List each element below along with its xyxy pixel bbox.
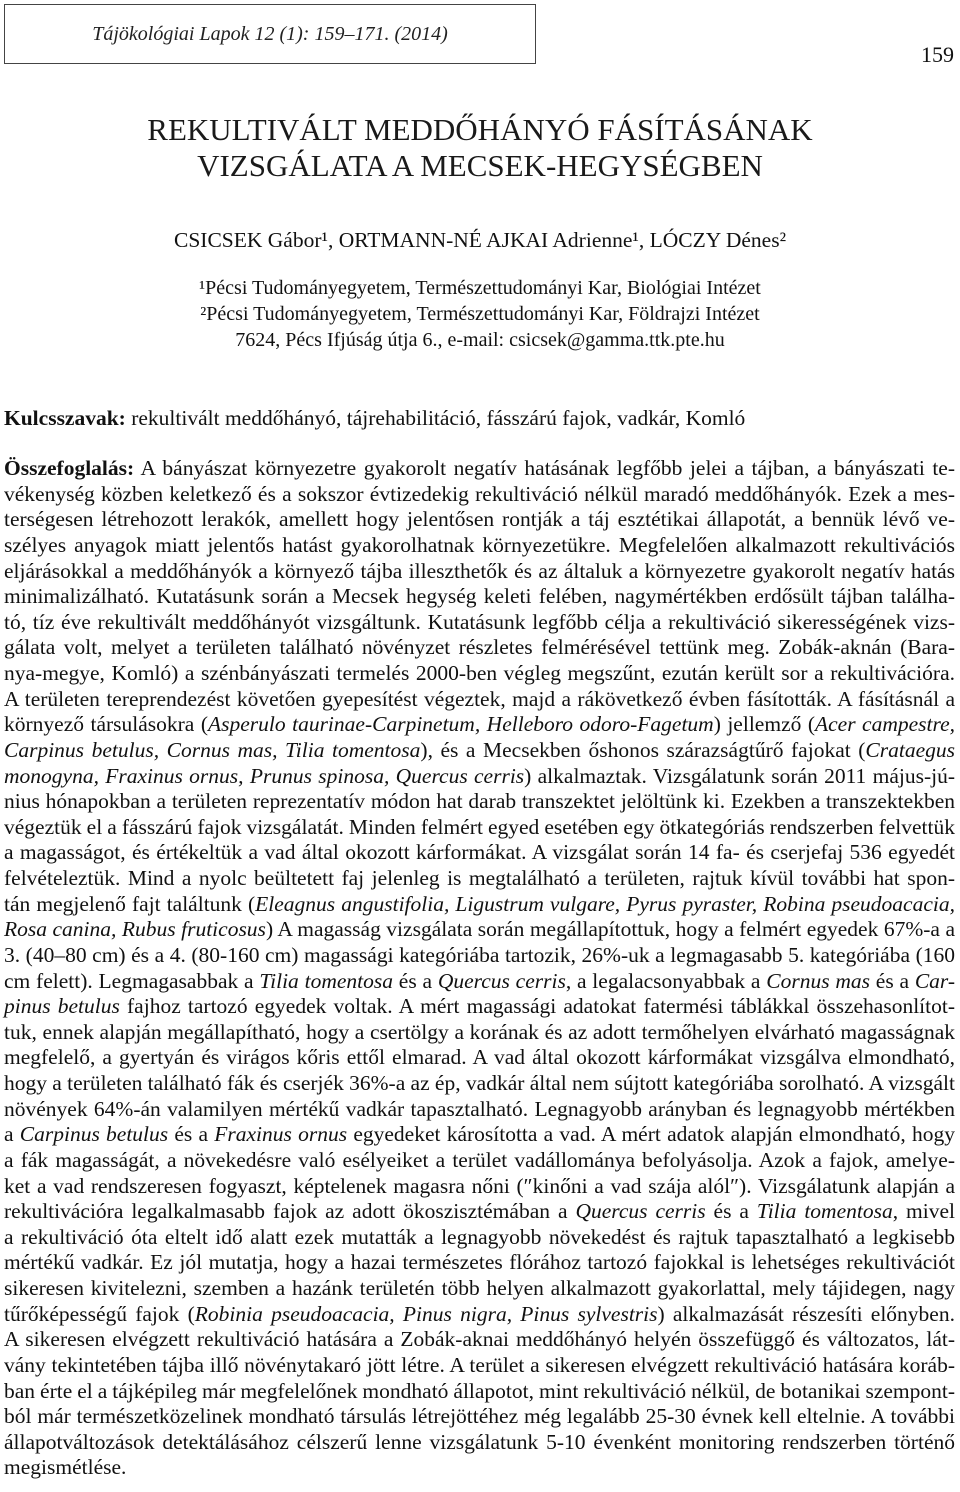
abstract-text: tuk, ennek alapján megállapítható, hogy a csertölgy a korának és az adott termőhelyen elvárható magasságnak xyxy=(4,1019,955,1044)
abstract-line xyxy=(4,1353,955,1379)
abstract-text: a rekultiváció óta eltelt idő alatt ezek mutatták a legnagyobb növekedést és rajtuk tapasztalható a legkisebb xyxy=(4,1224,955,1249)
abstract-text: ), és a Mecsekben őshonos szárazságtűrő fajokat ( xyxy=(420,737,866,762)
abstract-text: ból már természetközelinek mondható társulás létrejöttéhez még legalább 25-30 évnek kell eltelnie. A további xyxy=(4,1404,955,1429)
abstract-line xyxy=(4,1302,955,1328)
species-name: Asperulo taurinae-Carpinetum, Helleboro odoro-Fagetum xyxy=(207,712,714,737)
abstract-line xyxy=(4,1071,955,1097)
abstract-line xyxy=(4,994,955,1020)
affiliations xyxy=(0,275,960,353)
abstract-line xyxy=(4,1174,955,1200)
abstract-label: Összefoglalás: xyxy=(4,456,135,480)
author-list: CSICSEK Gábor¹, ORTMANN-NÉ AJKAI Adrienne¹, LÓCZY Dénes² xyxy=(173,228,787,252)
abstract-line xyxy=(4,815,955,841)
abstract-text: szélyes anyagok miatt jelentős hatást gyakorolhatnak környezetükre. Megfelelően alkalmazott rekultivációs xyxy=(4,532,955,557)
abstract-text: a magasságot, és értékeltük a vad által okozott kárformákat. A vizsgálat során 14 fa- és cserjefaj 536 egyedét xyxy=(4,840,955,865)
abstract-line xyxy=(4,1045,955,1071)
abstract-text: megfelelő, a gyertyán és virágos kőris ettől elmarad. A vad által okozott kárformákat vizsgálva elmondható, xyxy=(4,1045,955,1070)
page-number: 159 xyxy=(921,42,954,67)
abstract-text: nius hónapokban a területen reprezentatív módon hat darab transzektet jelöltünk ki. Ezekben a transzektekben xyxy=(4,789,955,814)
abstract-line xyxy=(4,507,955,533)
abstract-line xyxy=(4,559,955,585)
abstract-text: , mivel xyxy=(892,1199,955,1224)
abstract-text: állapotváltozások detektálásához célszerű lenne vizsgálatunk 5-10 évenként monitoring rendszerben történő xyxy=(4,1429,955,1454)
journal-citation: Tájökológiai Lapok 12 (1): 159–171. (2014) xyxy=(92,23,448,45)
abstract-text: fajhoz tartozó egyedek voltak. A mért magassági adatokat fatermési táblákkal összehasonlítot- xyxy=(119,994,955,1019)
abstract-line xyxy=(4,943,955,969)
abstract-text: ) A magasság vizsgálata során megállapítottuk, hogy a felmért egyedek 67%-a a xyxy=(265,917,955,942)
abstract-text: ) alkalmazását részesíti előnyben. xyxy=(657,1301,955,1326)
abstract-text: hogy a területen található fák és cserjék 36%-a az ép, vadkár által nem sújtott kategóriába sorolható. A vizsgált xyxy=(4,1071,955,1095)
abstract-line xyxy=(4,456,955,482)
abstract-line xyxy=(4,1379,955,1405)
abstract-line xyxy=(4,840,955,866)
abstract-text: és a xyxy=(705,1199,757,1224)
keywords-text: rekultivált meddőhányó, tájrehabilitáció, fásszárú fajok, vadkár, Komló xyxy=(131,406,746,430)
abstract-text: a xyxy=(4,1122,20,1147)
abstract-text: környező társulásokra ( xyxy=(4,712,208,737)
abstract-text: és a xyxy=(392,968,438,993)
abstract-text: tán megjelenő fajt találtunk ( xyxy=(4,891,256,916)
abstract-line xyxy=(4,1122,955,1148)
species-name: pinus betulus xyxy=(4,994,120,1019)
abstract-line xyxy=(4,533,955,559)
abstract-line xyxy=(4,712,955,738)
abstract-body xyxy=(4,456,955,1481)
abstract-line xyxy=(4,1097,955,1123)
abstract-text: felvételeztük. Mind a nyolc beültetett faj jelenleg is megtalálható a területen, rajtuk kívül további hat spon- xyxy=(4,866,955,890)
abstract-text: sikeresen kivitelezni, szemben a hazánk területén több helyen alkalmazott gyakorlattal, mely tájidegen, nagy xyxy=(4,1276,955,1300)
keywords-line xyxy=(4,406,955,432)
abstract-line xyxy=(4,610,955,636)
species-name: Tilia tomentosa xyxy=(756,1199,893,1224)
species-name: Tilia tomentosa xyxy=(259,968,393,993)
abstract-text: terségesen létrehozott lerakók, amellett hogy jelentősen rontják a táj esztétikai állapotát, a bennük lévő ve- xyxy=(4,507,955,532)
species-name: Cornus mas xyxy=(766,968,871,993)
abstract-text: ket a vad rendszeresen fogyaszt, képtelenek magasra nőni (″kinőni a vad szája alól″). Vizsgálatunk alapján a xyxy=(4,1173,955,1198)
abstract-text: minimalizálható. Kutatásunk során a Mecsek hegység keleti felében, nagymértékben erdősült tájban találha- xyxy=(4,584,955,609)
abstract-text: A területen tereprendezést követően gyepesítést végeztek, majd a rákövetkező évben fásították. A fásításnál a xyxy=(4,686,955,711)
species-name: Carpinus betulus, Cornus mas, Tilia tomentosa xyxy=(4,737,421,762)
abstract-line xyxy=(4,1225,955,1251)
species-name: Crataegus xyxy=(865,737,956,762)
abstract-line xyxy=(4,1327,955,1353)
abstract-text: egyedeket károsította a vad. A mért adatok alapján elmondható, hogy xyxy=(347,1122,955,1147)
abstract-text: A bányászat környezetre gyakorolt negatív hatásának legfőbb jelei a tájban, a bányászati te- xyxy=(134,456,955,480)
species-name: Eleagnus angustifolia, Ligustrum vulgare, Pyrus pyraster, Robina pseudoacacia, xyxy=(255,891,955,916)
abstract-text: és a xyxy=(870,968,915,993)
abstract-line xyxy=(4,1020,955,1046)
species-name: Acer campestre, xyxy=(815,712,955,737)
abstract-line xyxy=(4,1199,955,1225)
affiliation-line: ²Pécsi Tudományegyetem, Természettudományi Kar, Földrajzi Intézet xyxy=(200,303,760,325)
title-line: REKULTIVÁLT MEDDŐHÁNYÓ FÁSÍTÁSÁNAK xyxy=(147,112,813,147)
journal-citation-box xyxy=(4,4,536,64)
abstract-line xyxy=(4,738,955,764)
abstract-text: végeztük el a fásszárú fajok vizsgálatát. Minden felmért egyed esetében egy ötkategóriás rendszerben felvettük xyxy=(4,814,955,839)
keywords-label: Kulcsszavak: xyxy=(4,406,126,430)
abstract-line xyxy=(4,1404,955,1430)
species-name: Robinia pseudoacacia, Pinus nigra, Pinus sylvestris xyxy=(194,1301,658,1326)
abstract-text: 3. (40–80 cm) és a 4. (80-160 cm) magassági kategóriába tartozik, 26%-uk a legmagasabb 5. kategóriába (160 xyxy=(4,942,955,967)
abstract-line xyxy=(4,764,955,790)
paper-title xyxy=(0,112,960,184)
abstract-line xyxy=(4,661,955,687)
abstract-text: tó, tíz éve rekultivált meddőhányót vizsgáltunk. Kutatásunk legfőbb célja a rekultiváció sikerességének vizs- xyxy=(4,609,955,634)
abstract-text: , a legalacsonyabbak a xyxy=(565,968,767,993)
abstract-line xyxy=(4,1148,955,1174)
abstract-text: rekultivációra legalkalmasabb fajok az adott ökoszisztémában a xyxy=(4,1199,576,1224)
abstract-text: és a xyxy=(168,1122,215,1147)
abstract-text: megismétlése. xyxy=(4,1455,127,1480)
affiliation-line: ¹Pécsi Tudományegyetem, Természettudományi Kar, Biológiai Intézet xyxy=(199,277,761,299)
species-name: Car- xyxy=(914,968,956,993)
abstract-line xyxy=(4,1276,955,1302)
abstract-line xyxy=(4,584,955,610)
abstract-text: vékenység közben keletkező és a sokszor évtizedekig rekultiváció nélkül maradó meddőhányók. Ezek a mes- xyxy=(4,481,955,506)
abstract-text: gálata volt, melyet a területen található növényzet részletes felmérésével tettünk meg. Zobák-aknán (Bara- xyxy=(4,635,955,660)
species-name: Quercus cerris xyxy=(437,968,566,993)
abstract-text: cm felett). Legmagasabbak a xyxy=(4,968,260,993)
abstract-text: A sikeresen elvégzett rekultiváció hatására a Zobák-aknai meddőhányó helyén összefüggő és változatos, lát- xyxy=(4,1327,955,1352)
abstract-text: ) alkalmaztak. Vizsgálatunk során 2011 május-jú- xyxy=(524,763,956,788)
abstract-text: tűrőképességű fajok ( xyxy=(4,1301,195,1326)
abstract-line xyxy=(4,635,955,661)
abstract-text: ban érte el a tájképileg már megfelelőnek mondható állapotot, mint rekultiváció nélkül, de botanikai szempont- xyxy=(4,1378,955,1403)
title-line: VIZSGÁLATA A MECSEK-HEGYSÉGBEN xyxy=(197,148,763,183)
abstract-text: vány tekintetében tájba illő növénytakaró jött létre. A terület a sikeresen elvégzett rekultiváció hatására koráb- xyxy=(4,1352,955,1377)
abstract-line xyxy=(4,892,955,918)
species-name: Carpinus betulus xyxy=(19,1122,169,1147)
abstract-line xyxy=(4,866,955,892)
abstract-text: eljárásokkal a meddőhányók a környező tájba illeszthetők és az általuk a környezetre gyakorolt negatív hatás xyxy=(4,558,955,583)
abstract-line xyxy=(4,1430,955,1456)
abstract-text: ) jellemző ( xyxy=(713,712,815,737)
abstract-text: növények 64%-án valamilyen mértékű vadkár tapasztalható. Legnagyobb arányban és legnagyobb mértékben xyxy=(4,1096,955,1121)
abstract-line xyxy=(4,1250,955,1276)
species-name: Quercus cerris xyxy=(575,1199,706,1224)
species-name: monogyna, Fraxinus ornus, Prunus spinosa, Quercus cerris xyxy=(4,763,525,788)
abstract-text: nya-megye, Komló) a szénbányászati termelés 2000-ben végleg megszűnt, ezután került sor a rekultivációra. xyxy=(4,661,955,685)
abstract-line xyxy=(4,917,955,943)
abstract-line xyxy=(4,1455,955,1481)
abstract-text: mértékű vadkár. Ez jól mutatja, hogy a hazai természetes flórához tartozó fajokkal is lehetséges rekultivációt xyxy=(4,1250,955,1275)
species-name: Fraxinus ornus xyxy=(214,1122,348,1147)
address-line: 7624, Pécs Ifjúság útja 6., e-mail: csicsek@gamma.ttk.pte.hu xyxy=(235,329,725,351)
species-name: Rosa canina, Rubus fruticosus xyxy=(4,917,266,942)
abstract-line xyxy=(4,482,955,508)
abstract-text: a fák magasságát, a növekedésre való esélyeiket a terület vadállománya befolyásolja. Azok a fajok, amelye- xyxy=(4,1147,955,1172)
abstract-line xyxy=(4,789,955,815)
abstract-line xyxy=(4,687,955,713)
abstract-line xyxy=(4,969,955,995)
